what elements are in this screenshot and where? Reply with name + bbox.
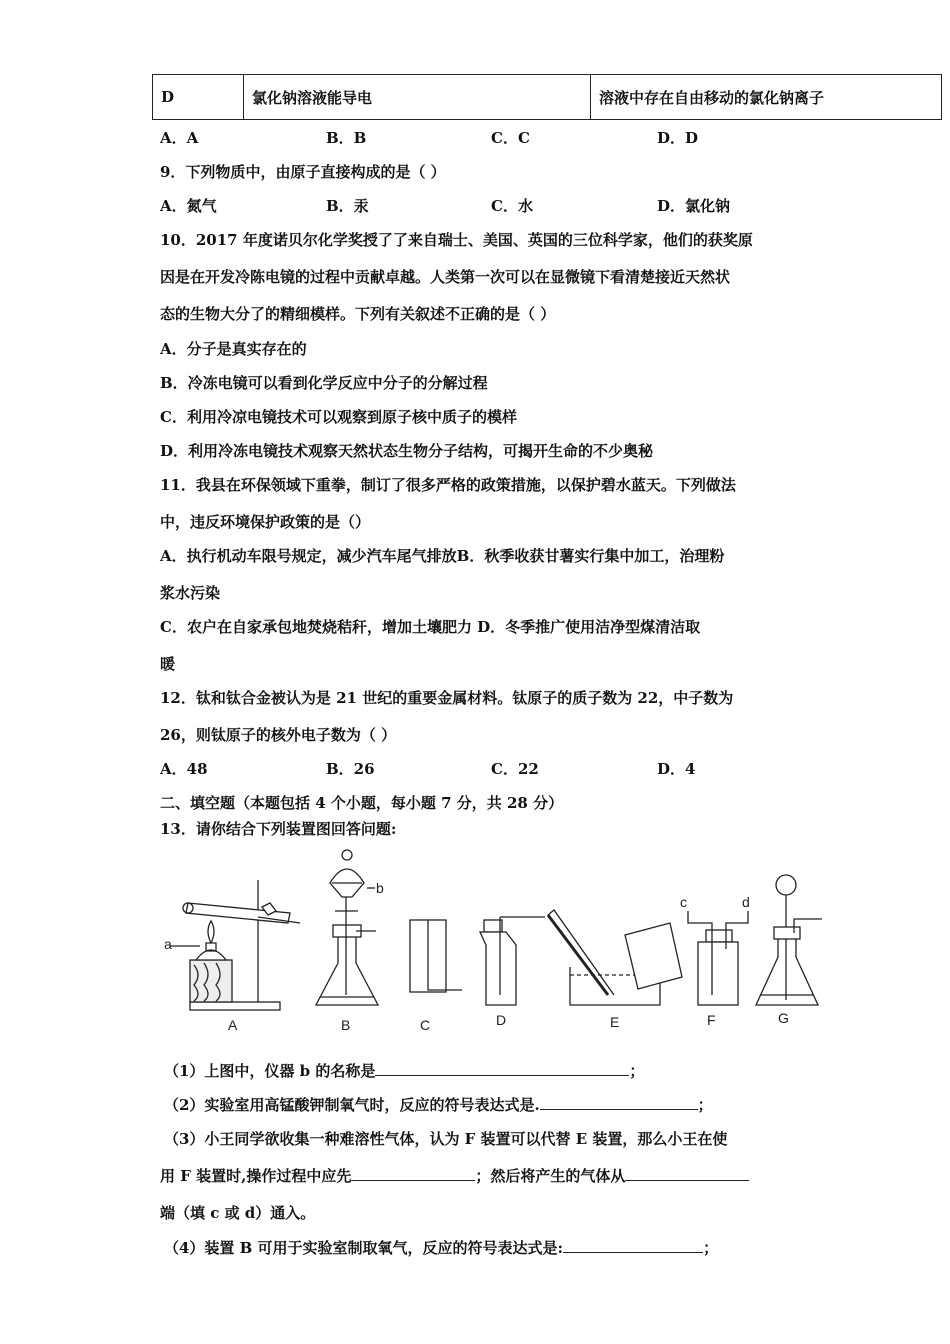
q13-sub3-text-a: 用 F 装置时,操作过程中应先	[160, 1167, 352, 1185]
q10-option-b: B．冷冻电镜可以看到化学反应中分子的分解过程	[160, 374, 488, 392]
q12-line-1: 12．钛和钛合金被认为是 21 世纪的重要金属材料。钛原子的质子数为 22，中子数为	[160, 689, 734, 707]
label-apparatus-c: C	[420, 1017, 431, 1033]
answer-blank-1[interactable]	[375, 1061, 629, 1076]
q12-option-b: B．26	[326, 760, 375, 778]
apparatus-figure	[150, 845, 830, 1040]
q9-option-b: B．汞	[326, 197, 369, 215]
q10-line-3: 态的生物大分了的精细模样。下列有关叙述不正确的是（ ）	[160, 305, 556, 323]
q13-sub3-line-2	[160, 1165, 749, 1186]
q13-sub1	[164, 1060, 644, 1081]
q10-option-a: A．分子是真实存在的	[160, 340, 307, 358]
q11-line-4: 浆水污染	[160, 584, 221, 602]
q9-option-a: A．氮气	[160, 197, 217, 215]
label-apparatus-g: G	[778, 1010, 789, 1026]
q11-line-3: A．执行机动车限号规定，减少汽车尾气排放B．秋季收获甘薯实行集中加工，治理粉	[160, 547, 725, 565]
q10-option-c: C．利用冷凉电镜技术可以观察到原子核中质子的模样	[160, 408, 517, 426]
q13-sub3-text-b: ；然后将产生的气体从	[475, 1167, 626, 1185]
label-apparatus-a: A	[228, 1017, 238, 1033]
apparatus-g	[756, 875, 822, 1005]
q12-line-2: 26，则钛原子的核外电子数为（ ）	[160, 726, 397, 744]
q11-line-5: C．农户在自家承包地焚烧秸秆，增加土壤肥力 D．冬季推广使用洁净型煤清洁取	[160, 618, 701, 636]
q9-stem: 9．下列物质中，由原子直接构成的是（ ）	[160, 163, 446, 181]
q11-line-2: 中，违反环境保护政策的是（）	[160, 513, 371, 531]
q13-sub3-line-3: 端（填 c 或 d）通入。	[160, 1204, 316, 1222]
q8-option-a: A．A	[160, 129, 199, 147]
q13-sub3-line-1: （3）小王同学欲收集一种难溶性气体，认为 F 装置可以代替 E 装置，那么小王在使	[164, 1130, 728, 1148]
apparatus-d	[480, 917, 545, 1005]
answer-blank-3[interactable]	[351, 1166, 475, 1181]
q11-line-1: 11．我县在环保领域下重拳，制订了很多严格的政策措施，以保护碧水蓝天。下列做法	[160, 476, 736, 494]
q13-sub2-text: （2）实验室用高锰酸钾制氧气时，反应的符号表达式是.	[164, 1096, 540, 1114]
label-b: b	[376, 880, 384, 896]
q8-option-b: B．B	[326, 129, 367, 147]
q13-sub2	[164, 1094, 713, 1115]
answer-table	[152, 74, 942, 120]
q8-option-c: C．C	[491, 129, 530, 147]
q10-option-d: D．利用冷冻电镜技术观察天然状态生物分子结构，可揭开生命的不少奥秘	[160, 442, 654, 460]
q9-option-d: D．氯化钠	[657, 197, 731, 215]
label-a: a	[164, 936, 172, 952]
apparatus-e	[548, 910, 682, 1005]
answer-blank-2[interactable]	[540, 1095, 698, 1110]
q10-line-1: 10．2017 年度诺贝尔化学奖授了了来自瑞士、美国、英国的三位科学家，他们的获奖原	[160, 231, 753, 249]
q12-option-d: D．4	[657, 760, 696, 778]
q12-option-c: C．22	[491, 760, 539, 778]
q12-option-a: A．48	[160, 760, 208, 778]
q13-sub2-end: ；	[697, 1096, 713, 1114]
table-cell-phenomenon: 氯化钠溶液能导电	[244, 75, 591, 120]
answer-blank-4[interactable]	[625, 1166, 749, 1181]
q10-line-2: 因是在开发冷陈电镜的过程中贡献卓越。人类第一次可以在显微镜下看清楚接近天然状	[160, 268, 731, 286]
q13-stem: 13．请你结合下列装置图回答问题:	[160, 820, 397, 838]
label-apparatus-d: D	[496, 1012, 507, 1028]
q8-option-d: D．D	[657, 129, 699, 147]
answer-blank-5[interactable]	[563, 1238, 703, 1253]
table-cell-explanation: 溶液中存在自由移动的氯化钠离子	[591, 75, 942, 120]
apparatus-c	[410, 920, 462, 992]
label-apparatus-b: B	[341, 1017, 351, 1033]
apparatus-a	[170, 880, 300, 1010]
label-d: d	[742, 894, 750, 910]
q11-line-6: 暖	[160, 655, 176, 673]
q13-sub4-text: （4）装置 B 可用于实验室制取氧气，反应的符号表达式是:	[164, 1239, 564, 1257]
q13-sub4	[164, 1237, 718, 1258]
apparatus-b	[316, 850, 378, 1005]
label-apparatus-e: E	[610, 1014, 620, 1030]
table-row	[153, 75, 942, 120]
table-cell-letter: D	[153, 75, 244, 120]
label-c: c	[680, 894, 687, 910]
q13-sub4-end: ；	[703, 1239, 719, 1257]
q13-sub1-text: （1）上图中，仪器 b 的名称是	[164, 1062, 376, 1080]
q9-option-c: C．水	[491, 197, 533, 215]
section-heading: 二、填空题（本题包括 4 个小题，每小题 7 分，共 28 分）	[160, 794, 564, 812]
q13-sub1-end: ；	[629, 1062, 645, 1080]
label-apparatus-f: F	[707, 1012, 716, 1028]
apparatus-f	[688, 911, 748, 1005]
